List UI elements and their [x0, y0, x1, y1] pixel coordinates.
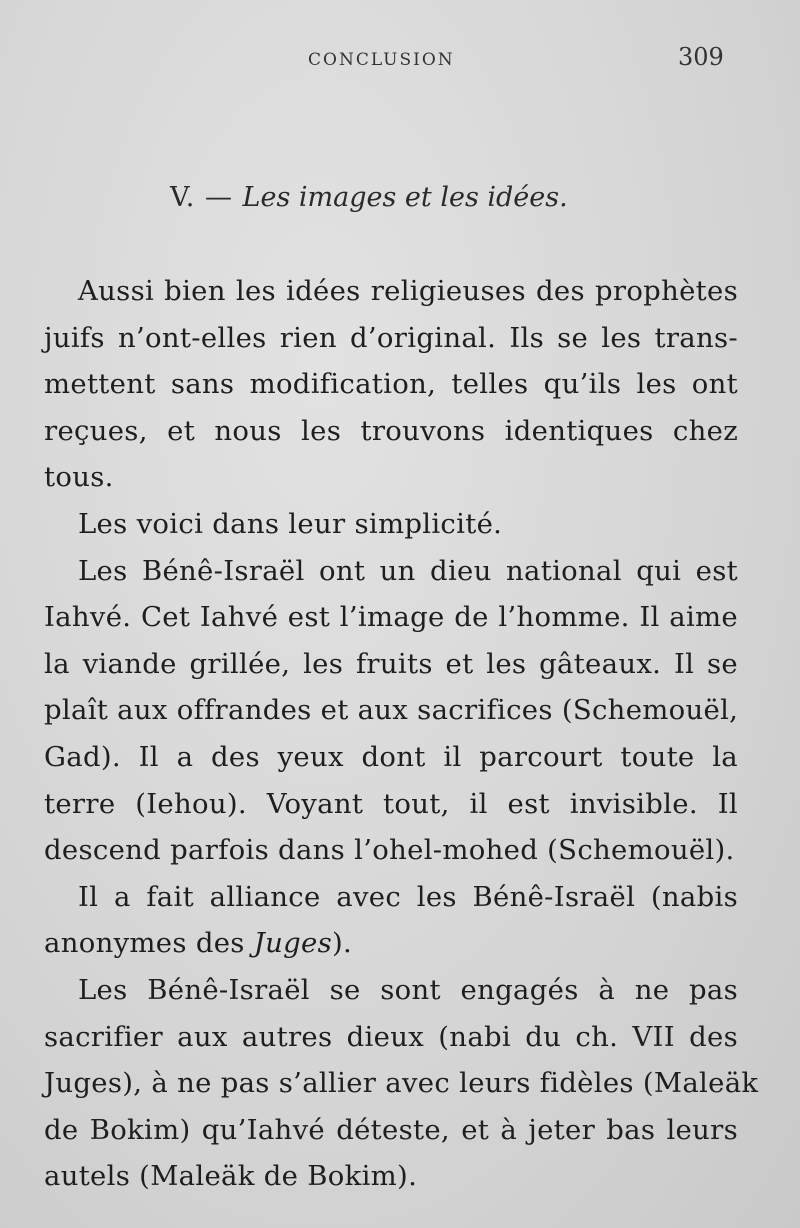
text-line: Les voici dans leur simplicité.: [78, 507, 503, 540]
text-line: Aussi bien les idées religieuses des prophètes: [78, 275, 738, 307]
text-line: mettent sans modification, telles qu’ils les ont: [44, 368, 738, 401]
text-line: autels (Maleäk de Bokim).: [44, 1160, 418, 1193]
text-line: descend parfois dans l’ohel-mohed (Schemouël).: [44, 834, 735, 867]
text-line: plaît aux offrandes et aux sacrifices (Schemouël,: [44, 694, 739, 727]
text-line: tous.: [44, 461, 114, 494]
text-line: Juges), à ne pas s’allier avec leurs fidèles (Maleäk: [44, 1067, 759, 1100]
text-line: sacrifier aux autres dieux (nabi du ch. VII des: [44, 1020, 738, 1053]
section-title: Les images et les idées.: [242, 182, 568, 213]
text-line-mixed: [44, 920, 738, 967]
text-line: Les Bénê-Israël se sont engagés à ne pas: [78, 973, 738, 1006]
text-line: Iahvé. Cet Iahvé est l’image de l’homme. Il aime: [44, 601, 738, 634]
italic-book-title: Juges: [253, 927, 332, 960]
page-number: 309: [678, 43, 724, 71]
running-head: [0, 43, 800, 76]
section-numeral: V. —: [170, 182, 243, 213]
text-line: juifs n’ont-elles rien d’original. Ils se les trans-: [44, 321, 738, 354]
text-line: Il a fait alliance avec les Bénê-Israël (nabis: [78, 880, 738, 913]
text-line: Gad). Il a des yeux dont il parcourt toute la: [44, 740, 738, 773]
text-fragment: anonymes des: [44, 927, 254, 960]
text-line: de Bokim) qu’Iahvé déteste, et à jeter bas leurs: [44, 1113, 738, 1146]
text-fragment: ).: [331, 927, 353, 960]
text-line: reçues, et nous les trouvons identiques chez: [44, 414, 738, 447]
text-line: Les Bénê-Israël ont un dieu national qui est: [78, 554, 738, 587]
text-line: terre (Iehou). Voyant tout, il est invisible. Il: [44, 787, 738, 820]
text-line: la viande grillée, les fruits et les gâteaux. Il se: [44, 647, 738, 680]
body-text: [44, 268, 759, 1200]
section-heading: [170, 182, 730, 213]
running-title: CONCLUSION: [308, 50, 455, 70]
